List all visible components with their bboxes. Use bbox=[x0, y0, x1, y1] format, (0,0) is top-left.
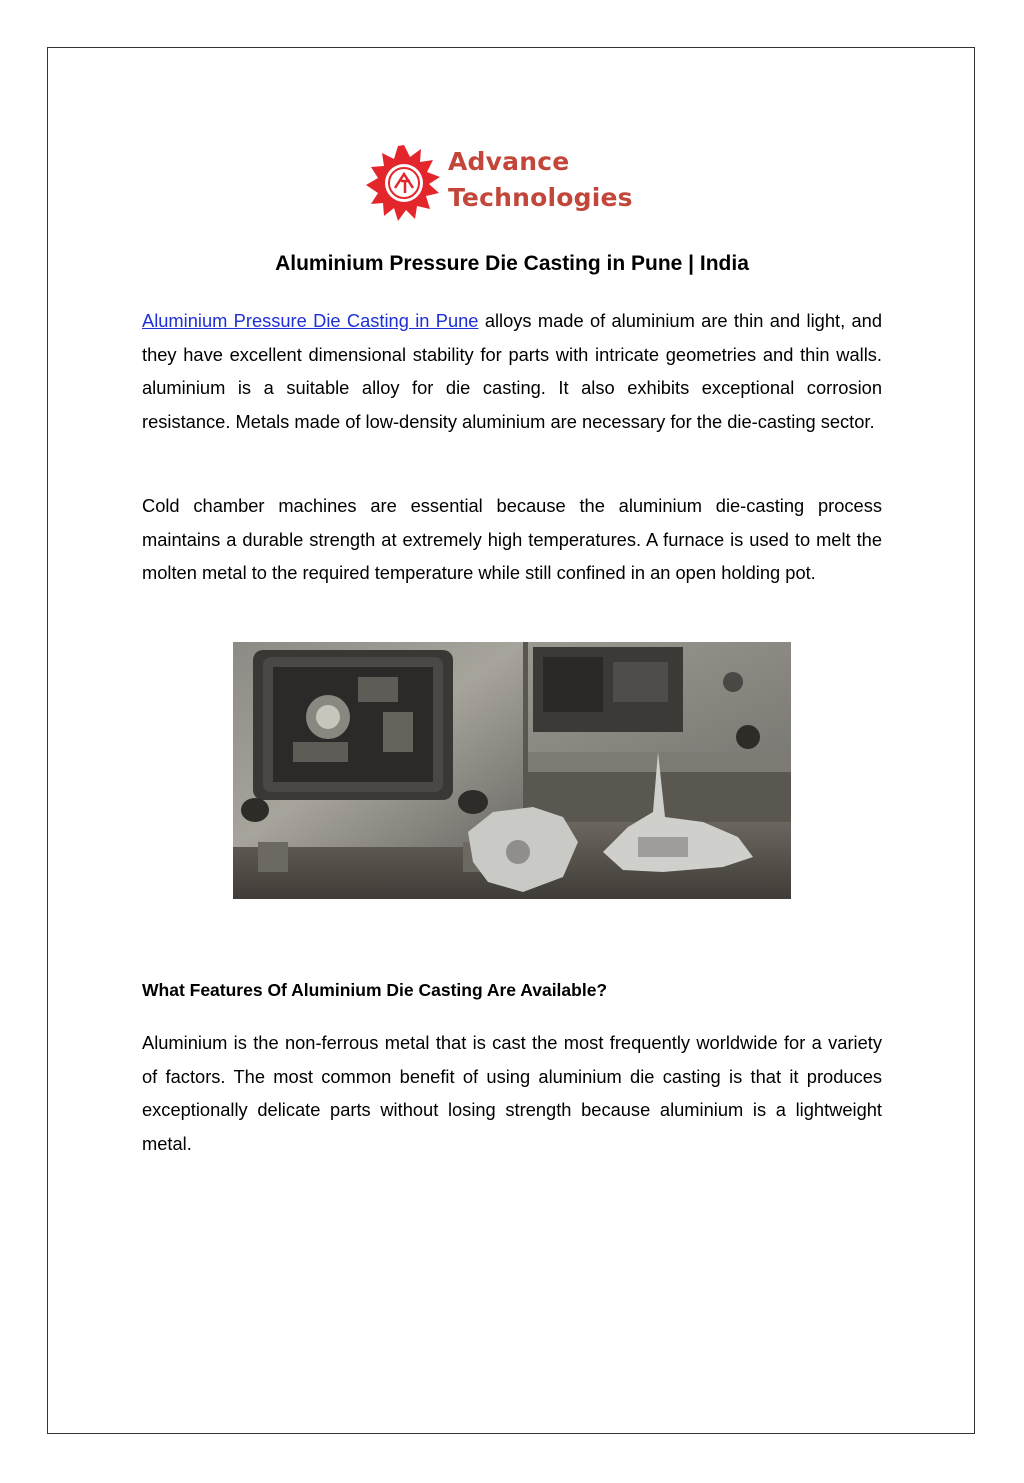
intro-paragraph-text: alloys made of aluminium are thin and light, and they have excellent dimensional stability for parts with intricate geometries and thin walls. aluminium is a suitable alloy for die casting. It also exhibits exceptional corrosion resistance. Metals made of low-density aluminium are necessary for the die-casting sector. bbox=[142, 310, 882, 432]
logo-line-advance: Advance bbox=[448, 147, 570, 176]
features-paragraph: Aluminium is the non-ferrous metal that is cast the most frequently worldwide for a variety of factors. The most common benefit of using aluminium die casting is that it produces exceptionally delicate parts without losing strength because aluminium is a lightweight metal. bbox=[142, 1032, 882, 1154]
cold-chamber-paragraph: Cold chamber machines are essential because the aluminium die-casting process maintains a durable strength at extremely high temperatures. A furnace is used to melt the molten metal to the required temperature while still confined in an open holding pot. bbox=[142, 495, 882, 583]
die-casting-photo bbox=[233, 642, 791, 899]
intro-paragraph bbox=[142, 304, 882, 438]
features-heading: What Features Of Aluminium Die Casting Are Available? bbox=[142, 980, 608, 1000]
logo-wordmark bbox=[448, 144, 633, 216]
page-title: Aluminium Pressure Die Casting in Pune | India bbox=[275, 252, 749, 275]
logo-line-technologies: Technologies bbox=[448, 183, 633, 212]
aluminium-die-casting-link[interactable]: Aluminium Pressure Die Casting in Pune bbox=[142, 310, 479, 331]
company-logo bbox=[364, 140, 664, 225]
gear-logo-icon bbox=[364, 143, 444, 223]
